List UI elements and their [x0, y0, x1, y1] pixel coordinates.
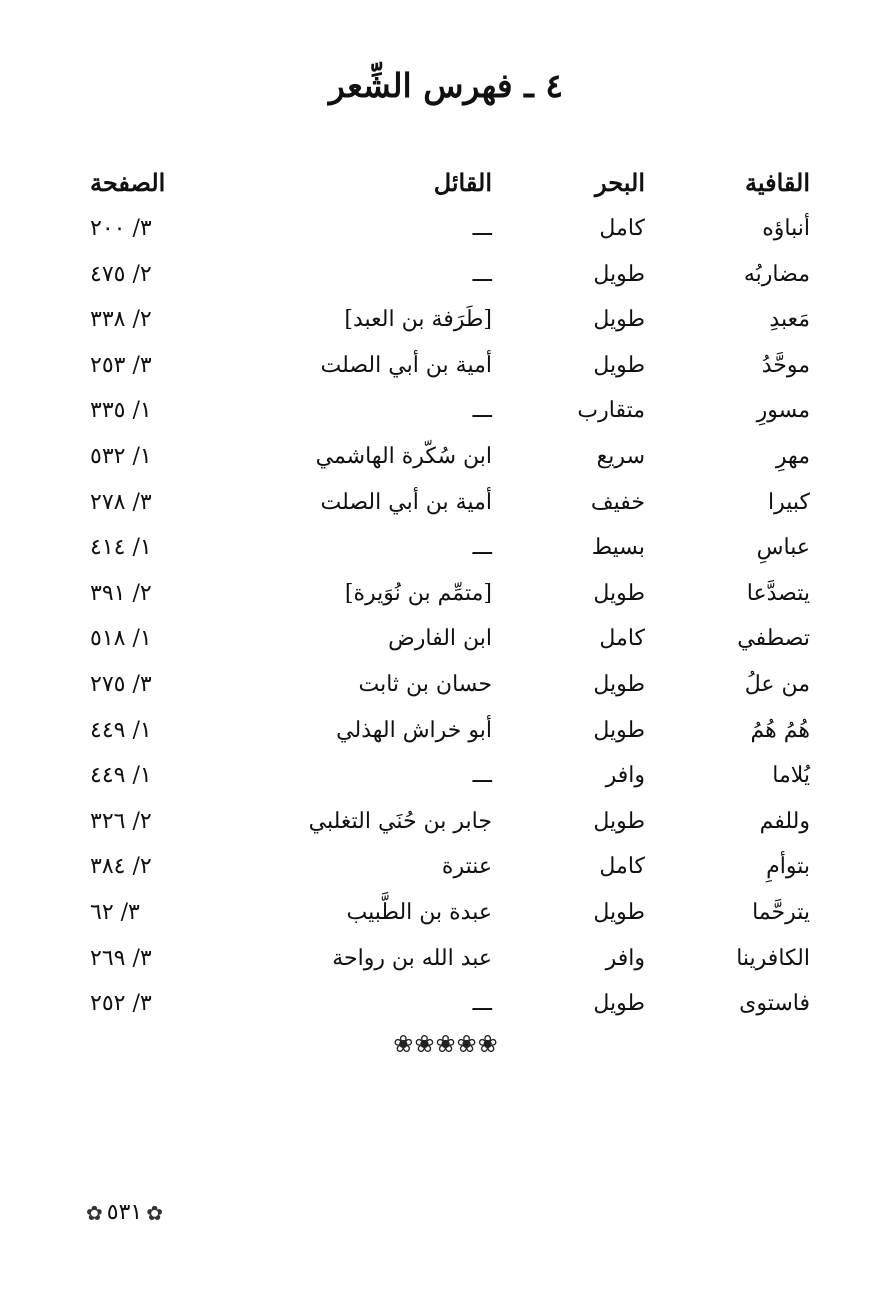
header-qail: القائل — [433, 168, 492, 197]
cell-qafiya: يتصدَّعا — [746, 580, 810, 606]
table-row — [80, 571, 810, 617]
cell-page: ٣/ ٢٧٨ — [90, 489, 152, 515]
cell-bahr: طويل — [593, 307, 645, 333]
cell-qail: ابن الفارض — [388, 626, 492, 652]
cell-page: ٢/ ٣٣٨ — [90, 307, 152, 333]
cell-bahr: طويل — [593, 899, 645, 925]
cell-bahr: كامل — [599, 626, 645, 652]
cell-page: ١/ ٥١٨ — [90, 626, 152, 652]
cell-bahr: خفيف — [590, 489, 645, 515]
table-row — [80, 799, 810, 845]
cell-qafiya: تصطفي — [737, 626, 810, 652]
cell-qail: أمية بن أبي الصلت — [320, 352, 492, 378]
cell-qafiya: موحَّدُ — [761, 352, 810, 378]
cell-qail: ـــ — [472, 763, 492, 789]
cell-bahr: طويل — [593, 261, 645, 287]
table-row — [80, 388, 810, 434]
cell-qail: ـــ — [472, 535, 492, 561]
cell-bahr: طويل — [593, 352, 645, 378]
table-row — [80, 708, 810, 754]
cell-qail: عنترة — [441, 854, 492, 880]
section-ornament: ❀❀❀❀❀ — [393, 1030, 499, 1058]
cell-bahr: سريع — [596, 443, 645, 469]
table-row — [80, 844, 810, 890]
cell-page: ٢/ ٤٧٥ — [90, 261, 152, 287]
cell-qafiya: وللفم — [759, 808, 810, 834]
cell-bahr: طويل — [593, 808, 645, 834]
cell-page: ١/ ٣٣٥ — [90, 398, 152, 424]
cell-bahr: طويل — [593, 717, 645, 743]
cell-qafiya: أنباؤه — [762, 216, 810, 241]
cell-qail: ـــ — [472, 216, 492, 241]
cell-bahr: وافر — [605, 945, 645, 971]
cell-qafiya: يترحَّما — [752, 899, 810, 925]
cell-page: ٢/ ٣٨٤ — [90, 854, 152, 880]
cell-page: ٣/ ٢٥٣ — [90, 352, 152, 378]
cell-qail: ـــ — [472, 261, 492, 287]
cell-qail: ـــ — [472, 991, 492, 1017]
table-row — [80, 297, 810, 343]
cell-qafiya: مَعبدِ — [769, 307, 810, 333]
table-row — [80, 662, 810, 708]
cell-bahr: طويل — [593, 580, 645, 606]
cell-qail: أبو خراش الهذلي — [336, 717, 492, 743]
table-row — [80, 890, 810, 936]
cell-page: ٣/ ٢٦٩ — [90, 945, 152, 971]
table-header-row — [80, 160, 810, 206]
cell-qail: ـــ — [472, 398, 492, 424]
table-row — [80, 616, 810, 662]
table-row — [80, 525, 810, 571]
cell-qafiya: فاستوى — [739, 991, 810, 1017]
table-row — [80, 480, 810, 526]
cell-bahr: بسيط — [591, 535, 645, 561]
cell-qafiya: كبيرا — [767, 489, 810, 515]
cell-qail: عبد الله بن رواحة — [332, 945, 492, 971]
cell-bahr: كامل — [599, 854, 645, 880]
cell-page: ١/ ٤٤٩ — [90, 717, 152, 743]
cell-bahr: وافر — [605, 763, 645, 789]
cell-qail: عبدة بن الطَّبيب — [346, 899, 492, 925]
header-qafiya: القافية — [744, 168, 810, 197]
cell-qafiya: مسورِ — [756, 398, 810, 424]
cell-page: ٢/ ٣٩١ — [90, 580, 152, 606]
table-row — [80, 753, 810, 799]
cell-qafiya: مضاربُه — [743, 261, 810, 287]
cell-bahr: طويل — [593, 671, 645, 697]
cell-qail: أمية بن أبي الصلت — [320, 489, 492, 515]
table-row — [80, 343, 810, 389]
header-page: الصفحة — [90, 168, 166, 197]
cell-qafiya: مهرِ — [775, 443, 810, 469]
page-number-footer — [86, 1200, 163, 1225]
poetry-index-table — [80, 160, 810, 1027]
page-number-ornament-right: ✿ — [146, 1200, 163, 1225]
page-number-ornament-left: ✿ — [86, 1200, 103, 1225]
cell-qail: [متمِّم بن نُوَيرة] — [344, 580, 492, 606]
page-number: ٥٣١ — [106, 1200, 143, 1225]
table-row — [80, 252, 810, 298]
cell-page: ٢/ ٣٢٦ — [90, 808, 152, 834]
cell-page: ٣/ ٢٠٠ — [90, 216, 152, 241]
cell-qafiya: يُلاما — [772, 763, 810, 789]
cell-qail: [طَرَفة بن العبد] — [344, 307, 492, 333]
table-row — [80, 981, 810, 1027]
table-row — [80, 434, 810, 480]
cell-qafiya: هُمُ هُمُ — [750, 717, 810, 743]
cell-qafiya: بتوأمِ — [766, 854, 810, 880]
table-row — [80, 206, 810, 252]
table-body — [80, 206, 810, 1027]
cell-page: ١/ ٤٤٩ — [90, 763, 152, 789]
cell-page: ٣/ ٢٥٢ — [90, 991, 152, 1017]
cell-qail: جابر بن حُنَي التغلبي — [308, 808, 492, 834]
cell-qafiya: الكافرينا — [736, 945, 810, 971]
cell-bahr: متقارب — [577, 398, 645, 424]
page-title: ٤ ـ فهرس الشِّعر — [328, 66, 564, 105]
cell-bahr: طويل — [593, 991, 645, 1017]
cell-qafiya: عباسِ — [756, 535, 810, 561]
cell-page: ١/ ٤١٤ — [90, 535, 152, 561]
header-bahr: البحر — [595, 168, 645, 197]
cell-qail: حسان بن ثابت — [358, 671, 492, 697]
table-row — [80, 936, 810, 982]
cell-page: ٣/ ٢٧٥ — [90, 671, 152, 697]
cell-qafiya: من علُ — [744, 671, 810, 697]
cell-bahr: كامل — [599, 216, 645, 241]
cell-page: ٣/ ٦٢ — [90, 899, 140, 925]
cell-page: ١/ ٥٣٢ — [90, 443, 152, 469]
cell-qail: ابن سُكّرة الهاشمي — [315, 443, 492, 469]
